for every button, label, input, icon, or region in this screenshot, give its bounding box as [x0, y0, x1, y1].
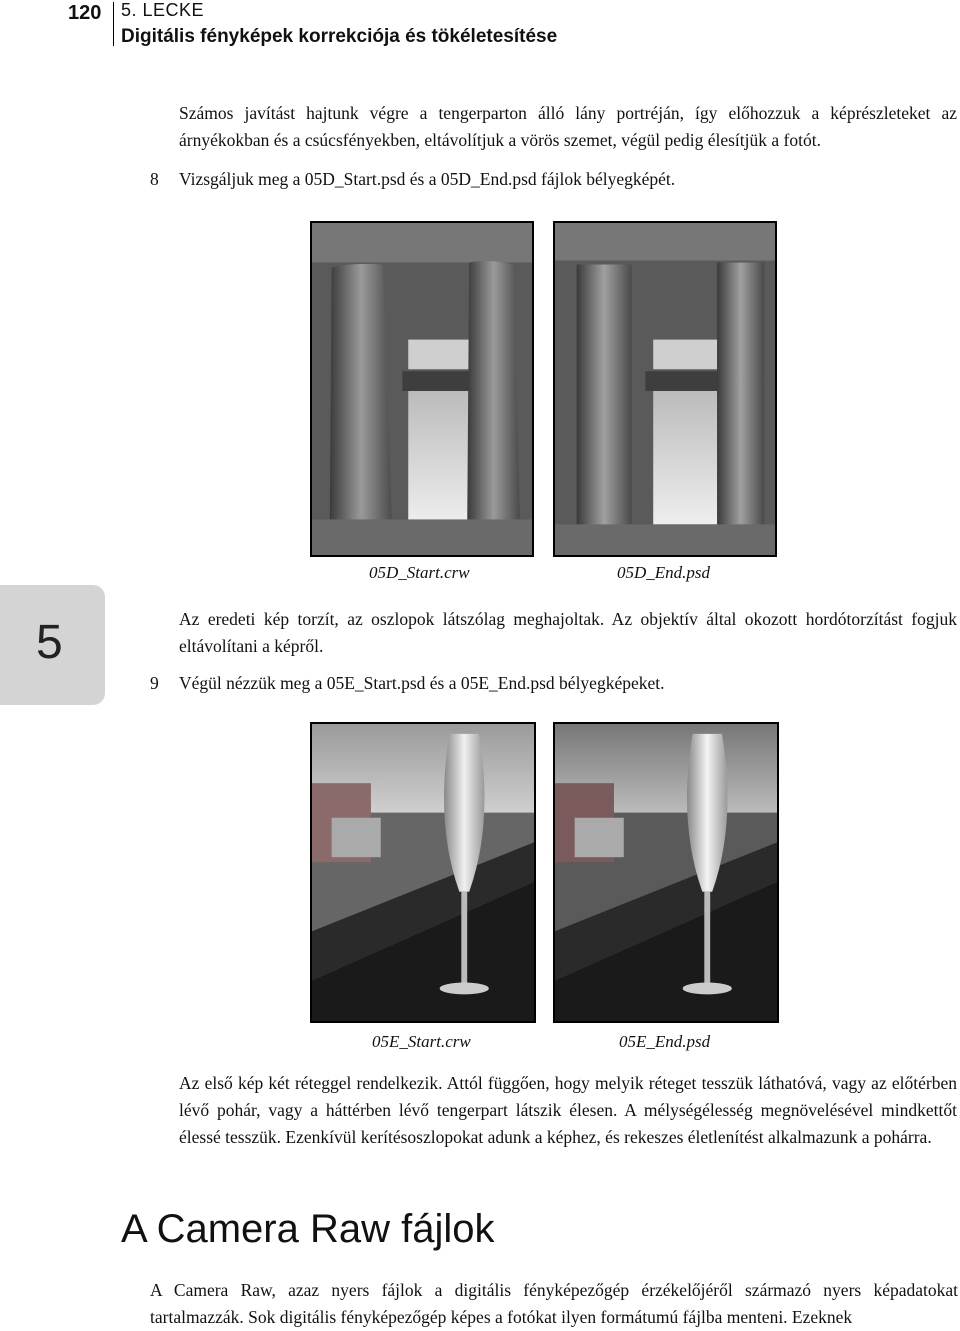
section-heading: A Camera Raw fájlok [121, 1207, 495, 1251]
figure2-note: Az első kép két réteggel rendelkezik. Attól függően, hogy melyik réteget tesszük láthatóvá, vagy az előtérben lévő pohár, vagy a háttérben lévő tengerpart látszik élesen. A mélységélesség megnövelésével mindkettőt élessé tesszük. Ezenkívül kerítésoszlopokat adunk a képhez, és rekeszes életlenítést alkalmazunk a pohárra. [179, 1073, 957, 1147]
step-8-text: Vizsgáljuk meg a 05D_Start.psd és a 05D_End.psd fájlok bélyegképét. [179, 169, 676, 189]
figure1-caption-right: 05D_End.psd [617, 563, 711, 582]
page-number: 120 [68, 2, 102, 24]
intro-paragraph: Számos javítást hajtunk végre a tengerparton álló lány portréján, így előhozzuk a képrészleteket az árnyékokban és a csúcsfényekben, eltávolítjuk a vörös szemet, végül pedig élesítjük a fotót. [179, 103, 957, 150]
header-divider [113, 2, 114, 46]
step-9 [150, 670, 950, 697]
figure2-caption-right: 05E_End.psd [619, 1032, 711, 1051]
section-paragraph: A Camera Raw, azaz nyers fájlok a digitális fényképezőgép érzékelőjéről származó nyers képadatokat tartalmazzák. Sok digitális fényképezőgép képes a fotókat ilyen formátumú fájlba menteni. Ezeknek [150, 1280, 958, 1327]
step-9-number: 9 [150, 673, 159, 693]
figure1-note: Az eredeti kép torzít, az oszlopok látszólag meghajoltak. Az objektív által okozott hordótorzítást fogjuk eltávolítani a képről. [179, 609, 957, 656]
step-8-number: 8 [150, 169, 159, 189]
photo-05e-start [310, 722, 536, 1023]
figure1-caption-left: 05D_Start.crw [369, 563, 470, 582]
photo-05d-end [553, 221, 777, 557]
chapter-tab [0, 585, 105, 705]
step-9-text: Végül nézzük meg a 05E_Start.psd és a 05E_End.psd bélyegképeket. [179, 673, 665, 693]
step-8 [150, 166, 950, 193]
figure2-caption-left: 05E_Start.crw [372, 1032, 471, 1051]
chapter-tab-number: 5 [36, 616, 63, 669]
photo-05d-start [310, 221, 534, 557]
chapter-label: 5. LECKE [121, 0, 205, 20]
photo-05e-end [553, 722, 779, 1023]
chapter-title: Digitális fényképek korrekciója és tökéletesítése [121, 26, 558, 47]
